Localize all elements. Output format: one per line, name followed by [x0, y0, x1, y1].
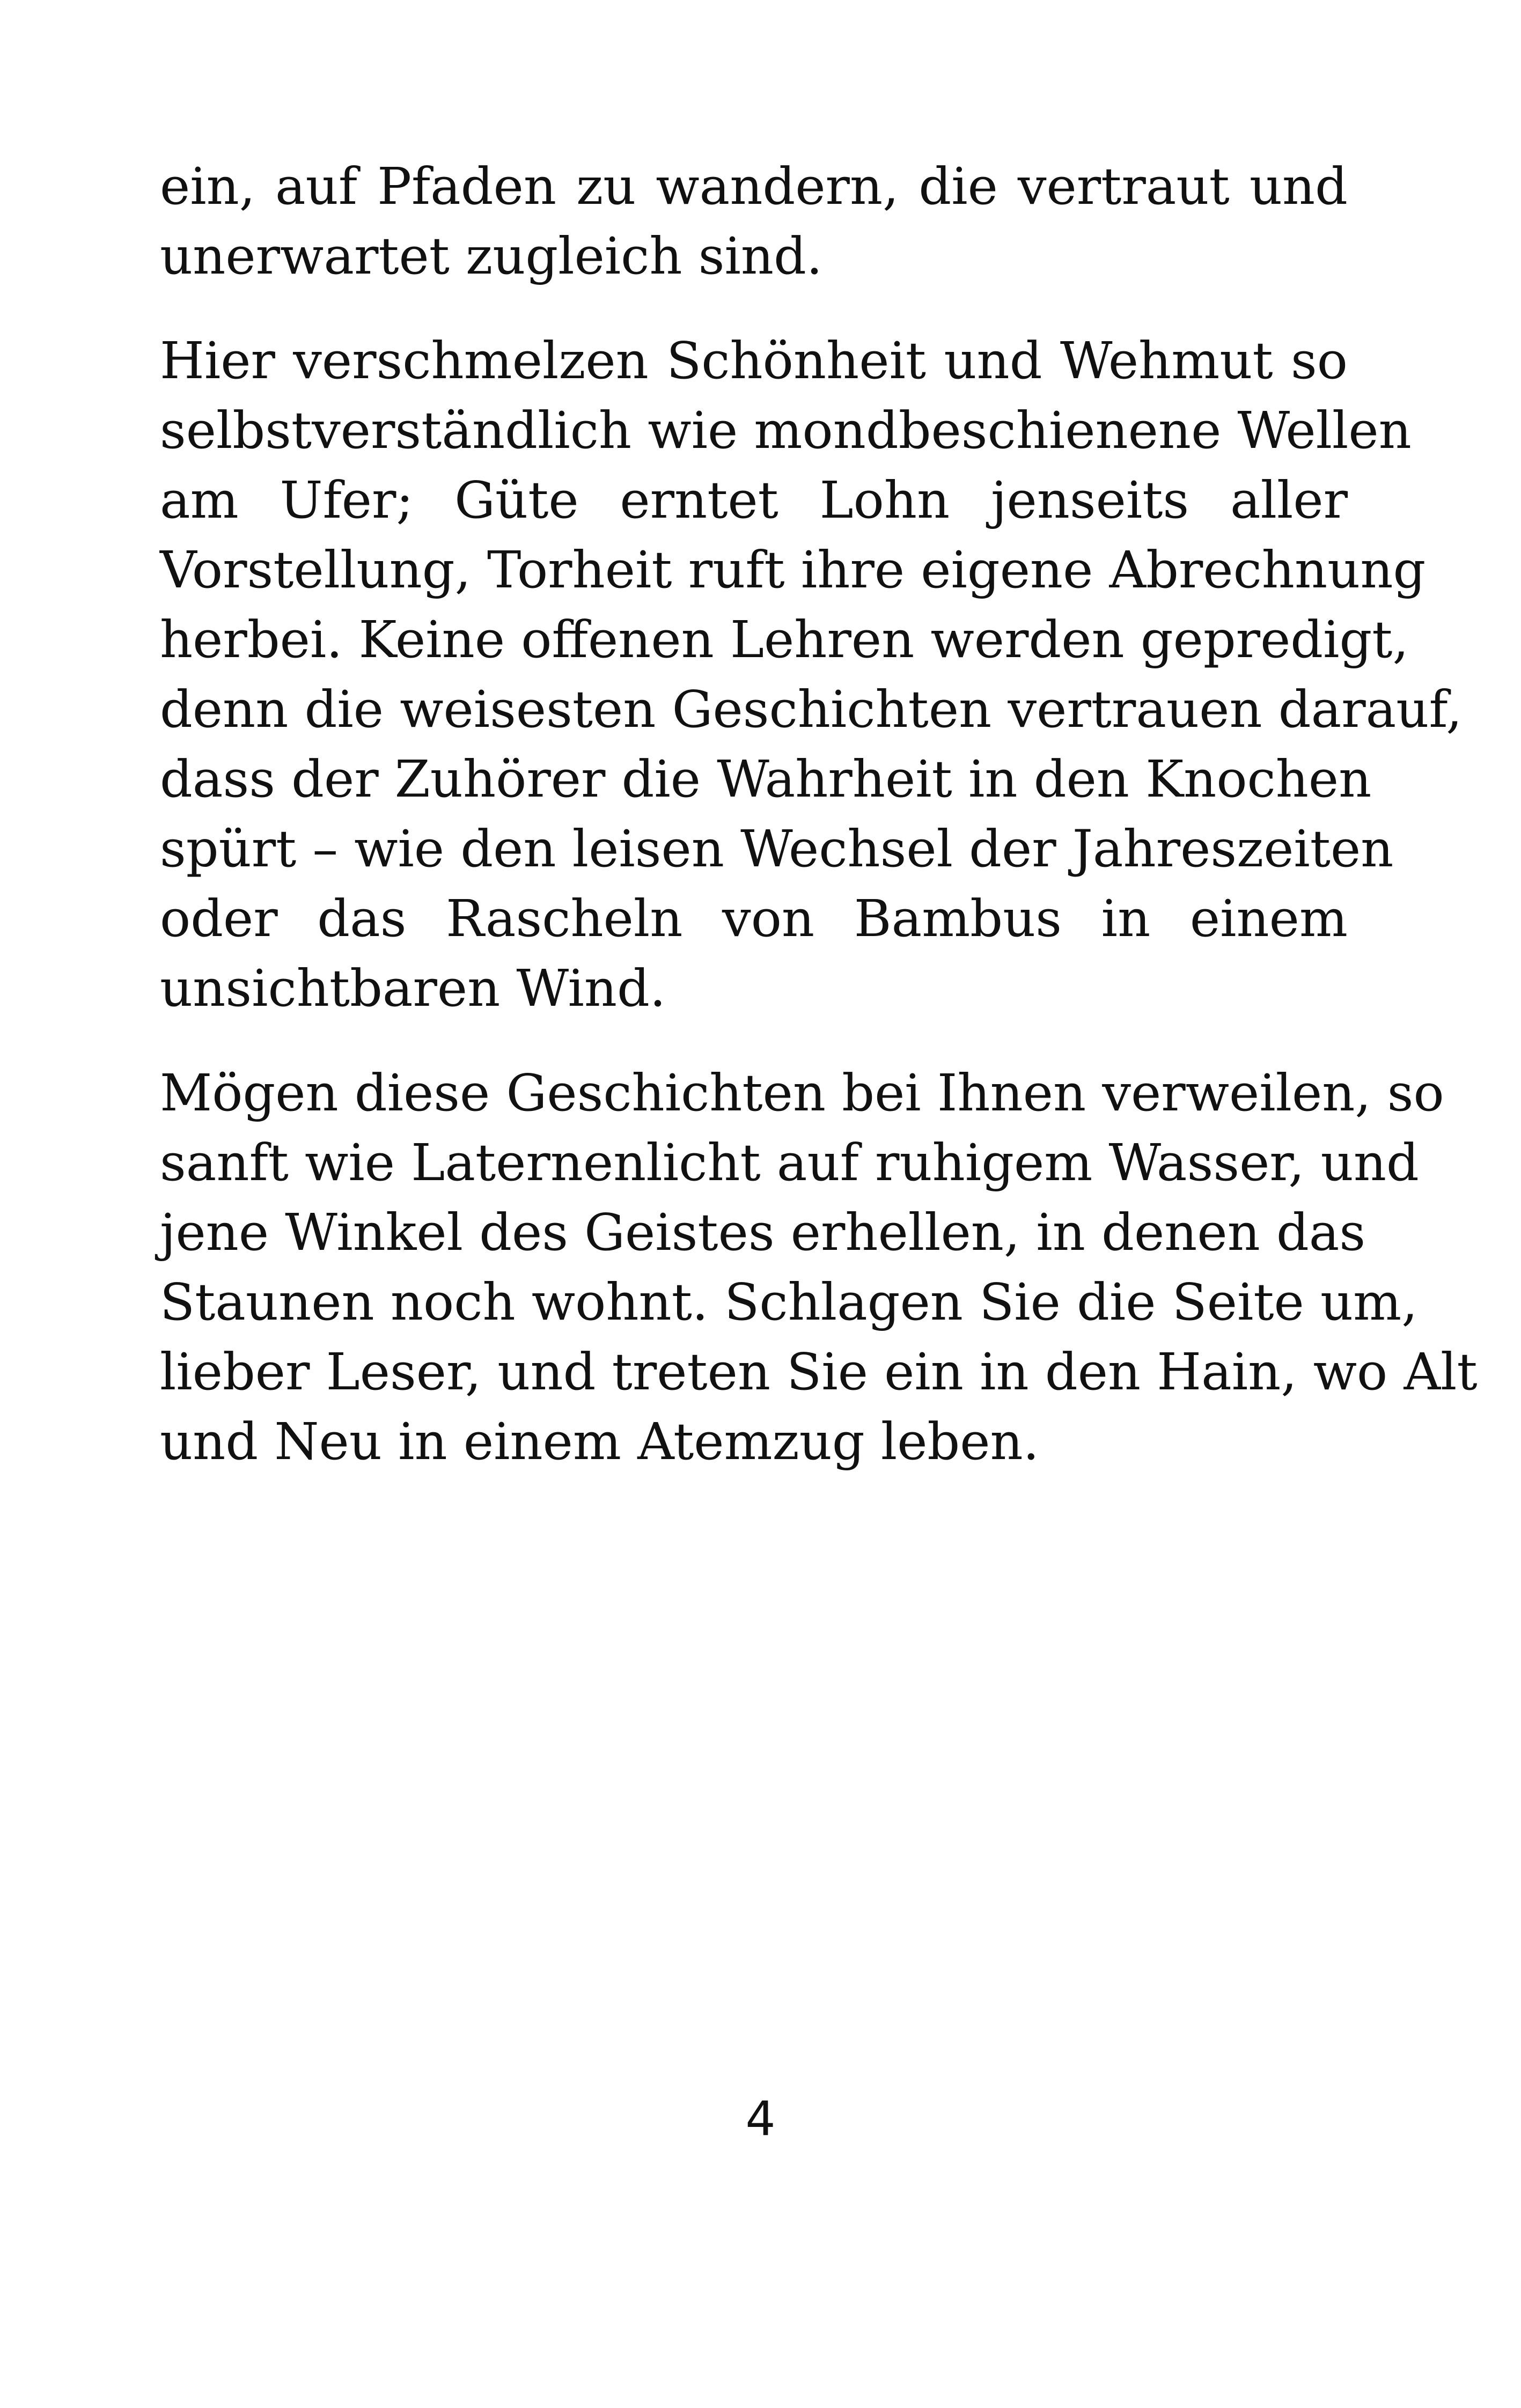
text-line: denn die weisesten Geschichten vertrauen darauf, [160, 680, 1463, 739]
text-line: am Ufer; Güte erntet Lohn jenseits aller [160, 471, 1348, 530]
text-line: lieber Leser, und treten Sie ein in den Hain, wo Alt [160, 1343, 1478, 1402]
text-line: jene Winkel des Geistes erhellen, in denen das [160, 1203, 1366, 1262]
text-line: Hier verschmelzen Schönheit und Wehmut so [160, 332, 1348, 391]
text-line: und Neu in einem Atemzug leben. [160, 1412, 1039, 1471]
page-number: 4 [745, 2091, 776, 2146]
text-line: Mögen diese Geschichten bei Ihnen verweilen, so [160, 1064, 1444, 1123]
text-line: Vorstellung, Torheit ruft ihre eigene Abrechnung [160, 541, 1426, 600]
text-line: spürt – wie den leisen Wechsel der Jahreszeiten [160, 820, 1394, 879]
body-text [160, 152, 1478, 1512]
text-line: herbei. Keine offenen Lehren werden gepredigt, [160, 610, 1409, 669]
text-line: unerwartet zugleich sind. [160, 227, 823, 286]
text-line: Staunen noch wohnt. Schlagen Sie die Seite um, [160, 1273, 1418, 1332]
text-line: oder das Rascheln von Bambus in einem [160, 889, 1348, 948]
text-line: ein, auf Pfaden zu wandern, die vertraut und [160, 157, 1348, 216]
text-line: unsichtbaren Wind. [160, 959, 666, 1018]
text-line: sanft wie Laternenlicht auf ruhigem Wasser, und [160, 1133, 1419, 1192]
paragraph-2 [160, 326, 1463, 1023]
text-line: selbstverständlich wie mondbeschienene Wellen [160, 401, 1412, 460]
paragraph-3 [160, 1058, 1478, 1477]
paragraph-1 [160, 152, 1348, 291]
text-line: dass der Zuhörer die Wahrheit in den Knochen [160, 750, 1372, 809]
